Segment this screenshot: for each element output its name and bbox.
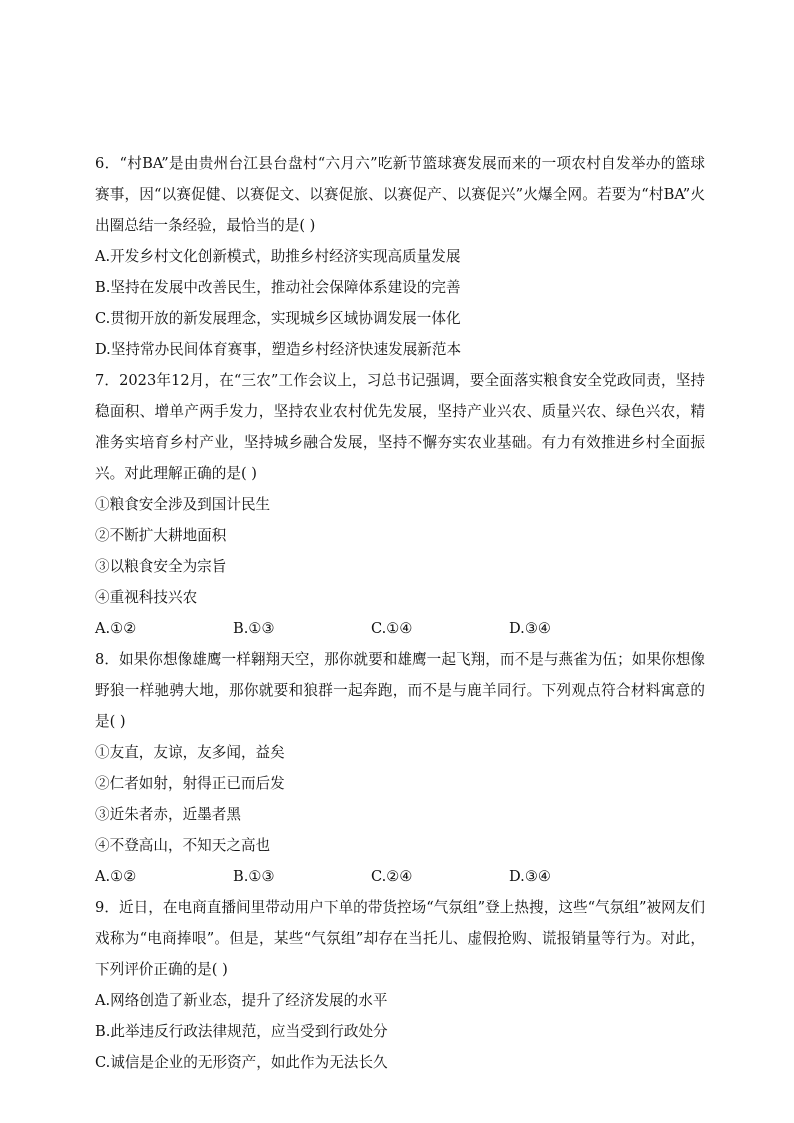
choice-d: D.③④ [509, 868, 551, 885]
statement-2: ②仁者如射，射得正已而后发 [95, 775, 285, 792]
option-a: A.开发乡村文化创新模式，助推乡村经济实现高质量发展 [95, 248, 461, 265]
question-7 [95, 365, 705, 644]
option-b: B.坚持在发展中改善民生，推动社会保障体系建设的完善 [95, 279, 461, 296]
exam-page [95, 148, 705, 1078]
statement-1: ①友直，友谅，友多闻，益矣 [95, 744, 285, 761]
question-8 [95, 644, 705, 892]
option-a: A.网络创造了新业态，提升了经济发展的水平 [95, 992, 388, 1009]
statement-4: ④不登高山，不知天之高也 [95, 837, 271, 854]
statement-1: ①粮食安全涉及到国计民生 [95, 496, 271, 513]
statement-3: ③近朱者赤，近墨者黑 [95, 806, 241, 823]
option-c: C.贯彻开放的新发展理念，实现城乡区域协调发展一体化 [95, 310, 461, 327]
question-stem: 9．近日，在电商直播间里带动用户下单的带货控场“气氛组”登上热搜，这些“气氛组”被网友们戏称为“电商捧哏”。但是，某些“气氛组”却存在当托儿、虚假抢购、谎报销量等行为。对此，下列评价正确的是( ) [95, 899, 705, 978]
question-stem: 7．2023年12月，在“三农”工作会议上，习总书记强调，要全面落实粮食安全党政同责，坚持稳面积、增单产两手发力，坚持农业农村优先发展，坚持产业兴农、质量兴农、绿色兴农，精准务实培育乡村产业，坚持城乡融合发展，坚持不懈夯实农业基础。有力有效推进乡村全面振兴。对此理解正确的是( ) [95, 372, 705, 482]
choice-b: B.①③ [233, 620, 275, 637]
question-stem: 6．“村BA”是由贵州台江县台盘村“六月六”吃新节篮球赛发展而来的一项农村自发举办的篮球赛事，因“以赛促健、以赛促文、以赛促旅、以赛促产、以赛促兴”火爆全网。若要为“村BA”火出圈总结一条经验，最恰当的是( ) [95, 155, 705, 234]
statement-3: ③以粮食安全为宗旨 [95, 558, 227, 575]
option-d: D.坚持常办民间体育赛事，塑造乡村经济快速发展新范本 [95, 341, 462, 358]
question-6 [95, 148, 705, 365]
choice-a: A.①② [95, 620, 137, 637]
option-b: B.此举违反行政法律规范，应当受到行政处分 [95, 1023, 388, 1040]
question-9 [95, 892, 705, 1078]
choice-c: C.①④ [371, 620, 413, 637]
statement-2: ②不断扩大耕地面积 [95, 527, 227, 544]
choice-row [95, 613, 705, 644]
choice-d: D.③④ [509, 620, 551, 637]
choice-c: C.②④ [371, 868, 413, 885]
option-c: C.诚信是企业的无形资产，如此作为无法长久 [95, 1054, 388, 1071]
choice-b: B.①③ [233, 868, 275, 885]
question-stem: 8．如果你想像雄鹰一样翱翔天空，那你就要和雄鹰一起飞翔，而不是与燕雀为伍；如果你想像野狼一样驰骋大地，那你就要和狼群一起奔跑，而不是与鹿羊同行。下列观点符合材料寓意的是( ) [95, 651, 705, 730]
choice-a: A.①② [95, 868, 137, 885]
choice-row [95, 861, 705, 892]
statement-4: ④重视科技兴农 [95, 589, 198, 606]
